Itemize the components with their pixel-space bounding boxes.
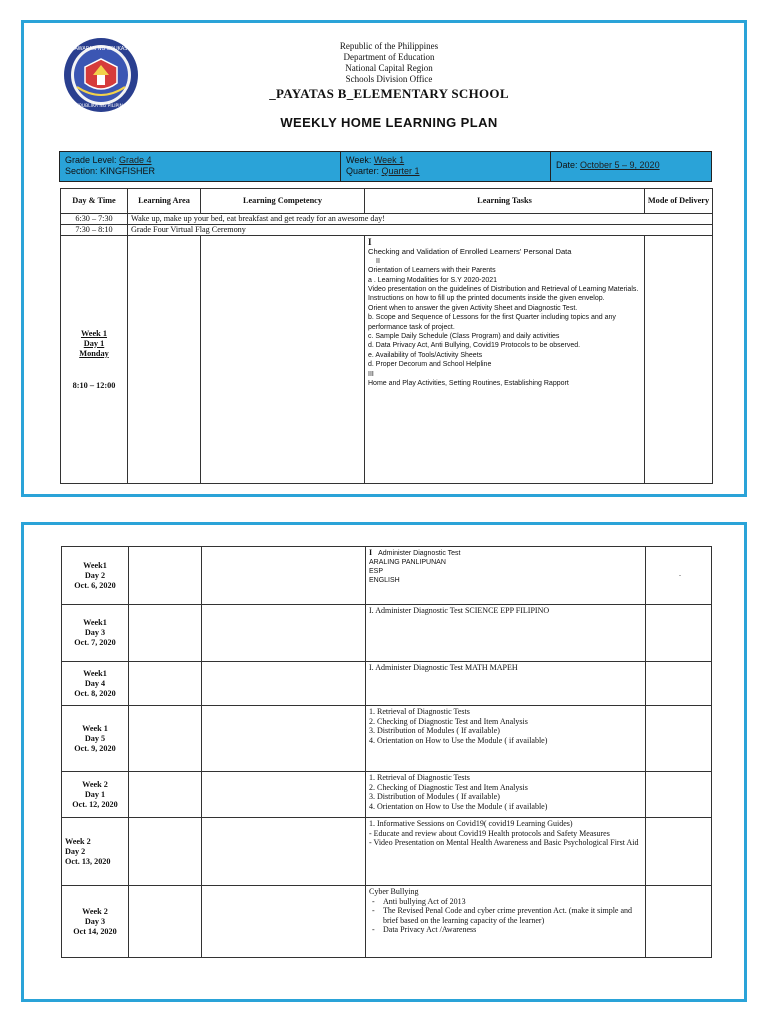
week-label: Week: [346, 155, 374, 165]
task-line: 3. Distribution of Modules ( If available) [369, 792, 500, 802]
mode-of-delivery-cell [646, 706, 712, 772]
learning-area-cell [129, 547, 202, 605]
learning-area-cell [128, 236, 201, 484]
plan-table-week1 [60, 188, 713, 484]
task-line: Video presentation on the guidelines of Distribution and Retrieval of Learning Materials. [368, 286, 639, 294]
header-mode-of-delivery: Mode of Delivery [645, 189, 713, 214]
learning-competency-cell [202, 662, 366, 706]
task-line: SCIENCE [464, 606, 499, 615]
day-cell [62, 706, 129, 772]
task-line: 1. Retrieval of Diagnostic Tests [369, 707, 470, 716]
learning-tasks-cell [366, 662, 646, 706]
task-line: EPP [500, 606, 514, 615]
task-line: FILIPINO [515, 606, 550, 615]
section-label: Section: [65, 166, 101, 176]
task-line: d. Proper Decorum and School Helpline [368, 361, 492, 369]
day-cell [61, 236, 128, 484]
svg-text:REPUBLIKA NG PILIPINAS: REPUBLIKA NG PILIPINAS [73, 104, 129, 109]
table-row [62, 605, 712, 662]
task-line: Checking and Validation of Enrolled Learners' Personal Data [368, 247, 572, 257]
day-number: Day 5 [84, 733, 106, 743]
week-quarter-cell [341, 152, 551, 181]
table-row [62, 886, 712, 958]
day-number: Day 3 [84, 628, 106, 637]
task-heading: I. Administer Diagnostic Test [369, 663, 463, 672]
task-line: ENGLISH [369, 577, 400, 584]
task-heading: Cyber Bullying [369, 887, 419, 896]
learning-area-cell [129, 772, 202, 818]
day-time: 8:10 – 12:00 [72, 380, 116, 390]
section-value: KINGFISHER [100, 166, 156, 176]
day-cell [62, 886, 129, 958]
week-value: Week 1 [373, 155, 405, 165]
learning-area-cell [129, 886, 202, 958]
learning-competency-cell [202, 886, 366, 958]
day-week: Week1 [83, 618, 107, 627]
list-item: - Anti bullying Act of 2013 [369, 897, 642, 907]
department-line: Department of Education [343, 52, 435, 62]
day-name: Monday [79, 348, 109, 358]
table-row [62, 818, 712, 886]
task-line: 4. Orientation on How to Use the Module ( if available) [369, 735, 548, 745]
task-line: 4. Orientation on How to Use the Module ( if available) [369, 801, 548, 811]
deped-seal-logo [63, 37, 139, 113]
date-label: Date: [556, 160, 581, 170]
day-date: Oct. 6, 2020 [74, 580, 116, 590]
task-line: MAPEH [489, 663, 518, 672]
day-cell [62, 605, 129, 662]
learning-area-cell [129, 818, 202, 886]
task-line: 1. Retrieval of Diagnostic Tests [369, 773, 470, 782]
school-name: _PAYATAS B_ELEMENTARY SCHOOL [269, 86, 509, 101]
day-cell [62, 818, 129, 886]
quarter-label: Quarter: [346, 166, 382, 176]
day-week: Week1 [83, 668, 107, 678]
task-line: - Educate and review about Covid19 Health protocols and Safety Measures [369, 828, 610, 838]
learning-competency-cell [202, 605, 366, 662]
table-row [62, 706, 712, 772]
activity-cell: Wake up, make up your bed, eat breakfast and get ready for an awesome day! [128, 214, 713, 225]
table-row [61, 214, 713, 225]
mode-of-delivery-cell [646, 772, 712, 818]
day-week: Week 1 [82, 723, 108, 733]
task-line: MATH [464, 663, 488, 672]
date-value: October 5 – 9, 2020 [580, 160, 660, 170]
list-item: - Data Privacy Act /Awareness [369, 925, 642, 935]
task-line: Instructions on how to fill up the printed documents inside the given envelop. [368, 295, 605, 303]
republic-line: Republic of the Philippines [339, 41, 439, 51]
task-line: ARALING PANLIPUNAN [369, 559, 446, 566]
learning-competency-cell [202, 706, 366, 772]
table-row [61, 225, 713, 236]
task-line: 2. Checking of Diagnostic Test and Item Analysis [369, 782, 528, 792]
page-two [21, 522, 747, 1002]
roman-numeral: I [369, 548, 373, 557]
learning-tasks-cell [366, 605, 646, 662]
mode-of-delivery-cell [645, 236, 713, 484]
learning-tasks-cell [365, 236, 645, 484]
table-header-row [61, 189, 713, 214]
header-learning-tasks: Learning Tasks [365, 189, 645, 214]
day-cell [62, 662, 129, 706]
grade-label: Grade Level: [65, 155, 120, 165]
plan-table-continued [61, 546, 712, 958]
header-learning-competency: Learning Competency [201, 189, 365, 214]
mode-of-delivery-cell [646, 605, 712, 662]
task-line: 1. Informative Sessions on Covid19( covid19 Learning Guides) [369, 819, 573, 828]
day-week: Week 1 [80, 328, 108, 338]
day-week: Week 2 [82, 779, 108, 789]
day-date: Oct. 13, 2020 [65, 856, 111, 866]
task-line: d. Data Privacy Act, Anti Bullying, Covid19 Protocols to be observed. [368, 342, 581, 350]
task-line: 2. Checking of Diagnostic Test and Item Analysis [369, 716, 528, 726]
day-number: Day 2 [84, 570, 106, 580]
task-heading: Administer Diagnostic Test [378, 550, 461, 557]
day-cell [62, 547, 129, 605]
learning-tasks-cell [366, 706, 646, 772]
mode-of-delivery-cell: . [646, 547, 712, 605]
day-week: Week 2 [65, 836, 91, 846]
task-line: 3. Distribution of Modules ( If available) [369, 726, 500, 736]
day-number: Day 2 [65, 846, 86, 856]
task-line: e. Availability of Tools/Activity Sheets [368, 351, 483, 359]
learning-tasks-cell [366, 547, 646, 605]
task-line: Orient when to answer the given Activity Sheet and Diagnostic Test. [368, 304, 578, 312]
day-number: Day 4 [84, 678, 106, 688]
svg-text:KAGAWARAN NG EDUKASYON: KAGAWARAN NG EDUKASYON [64, 46, 138, 52]
learning-competency-cell [201, 236, 365, 484]
learning-tasks-cell [366, 818, 646, 886]
task-line: - Video Presentation on Mental Health Awareness and Basic Psychological First Aid [369, 838, 639, 848]
list-item: - The Revised Penal Code and cyber crime prevention Act. (make it simple and brief based on the learning capacity of the learner) [369, 906, 642, 925]
table-row [62, 547, 712, 605]
time-cell: 6:30 – 7:30 [61, 214, 128, 225]
agency-header [274, 41, 504, 85]
mode-of-delivery-cell [646, 662, 712, 706]
task-line: Home and Play Activities, Setting Routines, Establishing Rapport [368, 380, 569, 388]
day-number: Day 3 [84, 916, 106, 926]
learning-competency-cell [202, 772, 366, 818]
activity-cell: Grade Four Virtual Flag Ceremony [128, 225, 713, 236]
task-line: II [376, 257, 380, 265]
region-line: National Capital Region [345, 63, 433, 73]
grade-section-cell [60, 152, 341, 181]
date-cell [551, 152, 711, 181]
header-day-time: Day & Time [61, 189, 128, 214]
header-learning-area: Learning Area [128, 189, 201, 214]
day-date: Oct 14, 2020 [73, 926, 117, 936]
day-cell [62, 772, 129, 818]
learning-competency-cell [202, 818, 366, 886]
table-row [62, 772, 712, 818]
time-cell: 7:30 – 8:10 [61, 225, 128, 236]
task-heading: I. Administer Diagnostic Test [369, 606, 463, 615]
plan-title: WEEKLY HOME LEARNING PLAN [280, 115, 498, 130]
task-line: a . Learning Modalities for S.Y 2020-2021 [368, 276, 498, 284]
learning-tasks-cell [366, 772, 646, 818]
page-one [21, 20, 747, 497]
division-line: Schools Division Office [345, 74, 433, 84]
table-row [61, 236, 713, 484]
day-date: Oct. 8, 2020 [74, 688, 116, 698]
day-date: Oct. 7, 2020 [74, 638, 116, 647]
learning-area-cell [129, 662, 202, 706]
task-line: I [368, 237, 372, 247]
day-number: Day 1 [84, 789, 106, 799]
day-week: Week1 [83, 560, 107, 570]
day-week: Week 2 [82, 906, 108, 916]
task-line: ESP [369, 568, 384, 575]
learning-tasks-cell [366, 886, 646, 958]
day-date: Oct. 9, 2020 [74, 743, 116, 753]
day-date: Oct. 12, 2020 [72, 799, 118, 809]
info-bar [59, 151, 712, 182]
learning-competency-cell [202, 547, 366, 605]
grade-value: Grade 4 [119, 155, 152, 165]
table-row [62, 662, 712, 706]
learning-area-cell [129, 706, 202, 772]
task-line: c. Sample Daily Schedule (Class Program) and daily activities [368, 333, 560, 341]
bullet-list [369, 897, 642, 935]
day-number: Day 1 [83, 338, 105, 348]
quarter-value: Quarter 1 [381, 166, 420, 176]
mode-of-delivery-cell [646, 818, 712, 886]
task-line: III [368, 370, 374, 378]
task-line: b. Scope and Sequence of Lessons for the first Quarter including topics and any performance task of project. [368, 314, 616, 331]
learning-area-cell [129, 605, 202, 662]
mode-of-delivery-cell [646, 886, 712, 958]
task-line: Orientation of Learners with their Parents [368, 267, 496, 275]
